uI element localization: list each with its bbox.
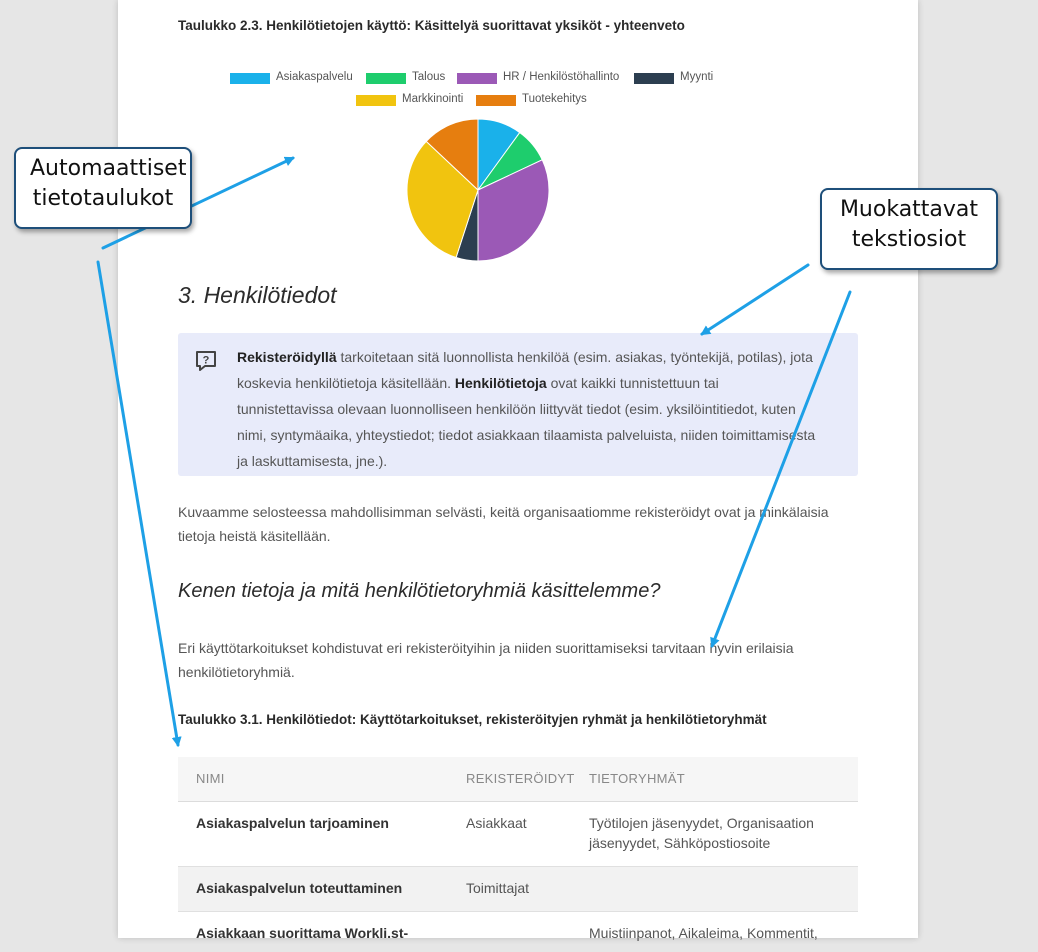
term-personal-data: Henkilötietoja xyxy=(454,375,547,391)
table-header xyxy=(178,757,858,802)
table-3-1-caption: Taulukko 3.1. Henkilötiedot: Käyttötarkoitukset, rekisteröityjen ryhmät ja henkilötietoryhmät xyxy=(178,712,767,727)
legend-label: Talous xyxy=(412,71,446,83)
column-header-groups[interactable]: TIETORYHMÄT xyxy=(589,771,685,786)
question-speech-icon xyxy=(194,349,218,373)
column-header-registered[interactable]: REKISTERÖIDYT xyxy=(466,771,575,786)
legend-swatch xyxy=(366,73,406,84)
pie-chart[interactable] xyxy=(406,118,550,262)
table-row[interactable] xyxy=(178,867,858,912)
cell-groups: Työtilojen jäsenyydet, Organisaation jäsenyydet, Sähköpostiosoite xyxy=(589,815,814,851)
legend-label: Asiakaspalvelu xyxy=(276,71,353,83)
legend-swatch xyxy=(476,95,516,106)
table-2-3-caption: Taulukko 2.3. Henkilötietojen käyttö: Käsittelyä suorittavat yksiköt - yhteenveto xyxy=(178,18,685,33)
section-title: 3. Henkilötiedot xyxy=(178,282,337,308)
legend-label: Myynti xyxy=(680,71,714,83)
legend-swatch xyxy=(457,73,497,84)
legend-label: Markkinointi xyxy=(402,93,464,105)
cell-registered: Asiakkaat xyxy=(466,815,527,831)
callout-editable-sections xyxy=(820,188,998,270)
paragraph-registered: Kuvaamme selosteessa mahdollisimman selvästi, keitä organisaatiomme rekisteröidyt ovat ja minkälaisia tietoja heistä käsitellään. xyxy=(178,504,829,544)
info-text-part1: tarkoitetaan sitä luonnollista henkilöä (esim. asiakas, työntekijä, potilas), jota koskevia henkilötietoja käsitellään. xyxy=(237,349,813,391)
cell-registered: Toimittajat xyxy=(466,880,530,896)
table-row[interactable] xyxy=(178,912,858,952)
column-header-name[interactable]: NIMI xyxy=(196,771,225,786)
svg-text:?: ? xyxy=(202,354,210,367)
legend-swatch xyxy=(356,95,396,106)
table-row[interactable] xyxy=(178,802,858,867)
callout-automatic-tables-text: Automaattiset tietotaulukot xyxy=(30,156,187,211)
legend-swatch xyxy=(634,73,674,84)
cell-name: Asiakkaan suorittama Workli.st- xyxy=(196,925,409,941)
info-box xyxy=(178,333,858,476)
info-text-part2: ovat kaikki tunnistettuun tai tunnistettavissa olevaan luonnolliseen henkilöön liittyvät tiedot (esim. yksilöintitiedot, kuten nimi, syntymäaika, yhteystiedot; tiedot asiakkaan tilaamista palveluista, niiden toimittamisesta ja laskuttamisesta, jne.). xyxy=(237,375,816,469)
cell-name: Asiakaspalvelun tarjoaminen xyxy=(196,815,389,831)
paragraph-purposes: Eri käyttötarkoitukset kohdistuvat eri rekisteröityihin ja niiden suorittamiseksi tarvitaan hyvin erilaisia henkilötietoryhmiä. xyxy=(178,640,794,680)
legend-swatch xyxy=(230,73,270,84)
subheading: Kenen tietoja ja mitä henkilötietoryhmiä käsittelemme? xyxy=(178,580,661,602)
callout-editable-sections-text: Muokattavat tekstiosiot xyxy=(839,197,979,252)
cell-groups: Muistiinpanot, Aikaleima, Kommentit, xyxy=(589,925,818,941)
callout-automatic-tables xyxy=(14,147,192,229)
legend-label: HR / Henkilöstöhallinto xyxy=(503,71,620,83)
document-page xyxy=(118,0,918,941)
info-text xyxy=(237,344,817,474)
cell-name: Asiakaspalvelun toteuttaminen xyxy=(196,880,403,896)
legend-label: Tuotekehitys xyxy=(522,93,587,105)
term-registered: Rekisteröidyllä xyxy=(237,349,337,365)
